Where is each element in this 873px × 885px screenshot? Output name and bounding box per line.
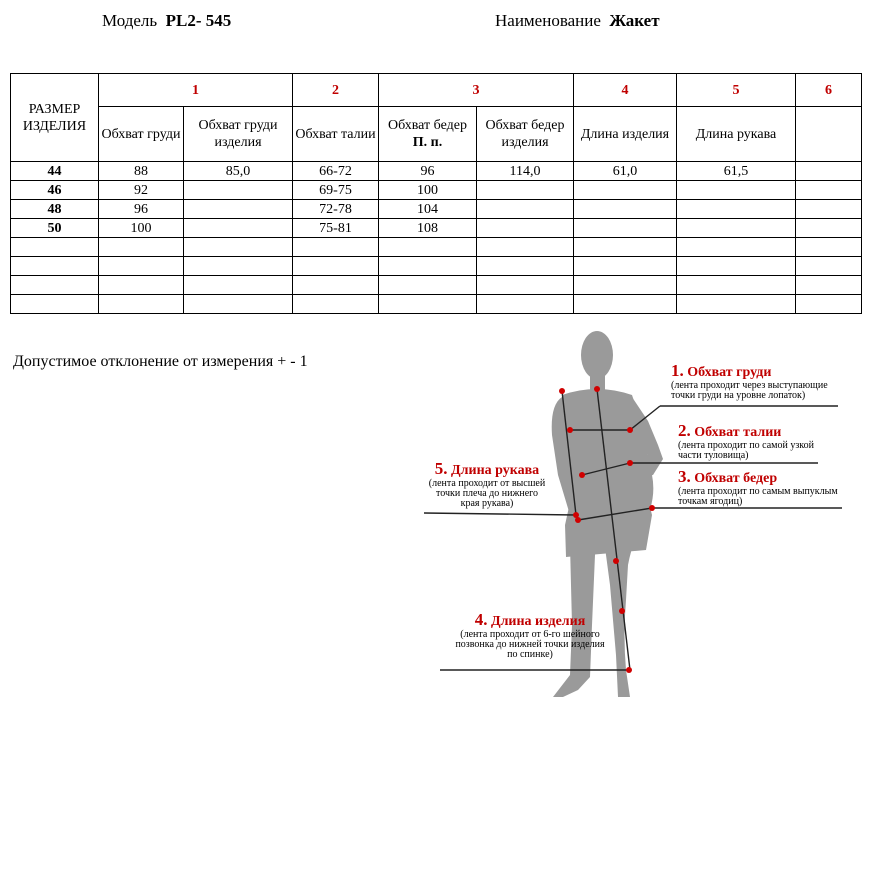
- table-cell: 61,0: [574, 162, 677, 181]
- size-cell: 50: [11, 219, 99, 238]
- table-cell: [379, 295, 477, 314]
- annotation-title: 3. Обхват бедер: [678, 467, 778, 486]
- table-cell: [477, 276, 574, 295]
- table-cell: 72-78: [293, 200, 379, 219]
- table-cell: [379, 257, 477, 276]
- column-header: [379, 107, 477, 162]
- annotation-description: (лента проходит по самой узкой части туловища): [678, 440, 814, 461]
- table-cell: [99, 257, 184, 276]
- table-cell: [574, 257, 677, 276]
- table-cell: [574, 181, 677, 200]
- column-header: Обхват талии: [293, 107, 379, 162]
- table-row: [11, 181, 862, 200]
- table-cell: [677, 295, 796, 314]
- annotation-title: 2. Обхват талии: [678, 421, 782, 440]
- table-cell: [477, 181, 574, 200]
- table-cell: [184, 181, 293, 200]
- table-cell: [477, 295, 574, 314]
- table-cell: [184, 276, 293, 295]
- measurement-point: [613, 558, 619, 564]
- table-cell: [184, 238, 293, 257]
- table-cell: [796, 257, 862, 276]
- table-cell: [574, 219, 677, 238]
- table-cell: [677, 181, 796, 200]
- table-row: [11, 295, 862, 314]
- table-cell: [477, 257, 574, 276]
- table-cell: [379, 276, 477, 295]
- table-row: [11, 219, 862, 238]
- table-cell: [99, 295, 184, 314]
- table-cell: 104: [379, 200, 477, 219]
- measurement-point: [627, 427, 633, 433]
- table-cell: [796, 219, 862, 238]
- annotation-title: 1. Обхват груди: [671, 361, 772, 380]
- table-cell: [293, 295, 379, 314]
- table-cell: [477, 200, 574, 219]
- model-header: [102, 11, 231, 31]
- group-header-2: 2: [293, 74, 379, 107]
- table-cell: 75-81: [293, 219, 379, 238]
- item-name-header: [495, 11, 660, 31]
- size-cell: [11, 295, 99, 314]
- table-cell: [677, 200, 796, 219]
- column-header: [796, 107, 862, 162]
- measurement-diagram: [420, 325, 860, 715]
- table-cell: [677, 219, 796, 238]
- sleeve-line: [424, 513, 576, 515]
- size-table: [10, 73, 862, 314]
- table-cell: [293, 257, 379, 276]
- table-cell: [796, 276, 862, 295]
- annotation-chest: [671, 361, 851, 401]
- table-cell: 66-72: [293, 162, 379, 181]
- group-header-1: 1: [99, 74, 293, 107]
- table-cell: 108: [379, 219, 477, 238]
- table-cell: [477, 219, 574, 238]
- group-header-5: 5: [677, 74, 796, 107]
- table-cell: [293, 238, 379, 257]
- group-header-4: 4: [574, 74, 677, 107]
- measurement-point: [559, 388, 565, 394]
- size-cell: [11, 238, 99, 257]
- table-cell: [796, 200, 862, 219]
- table-row: [11, 200, 862, 219]
- table-cell: [184, 200, 293, 219]
- size-cell: [11, 257, 99, 276]
- table-cell: 69-75: [293, 181, 379, 200]
- table-cell: [99, 276, 184, 295]
- table-cell: [796, 295, 862, 314]
- table-cell: [477, 238, 574, 257]
- measurement-point: [579, 472, 585, 478]
- model-value: PL2- 545: [165, 11, 232, 30]
- group-header-3: 3: [379, 74, 574, 107]
- column-header: Обхват груди: [99, 107, 184, 162]
- measurement-point: [567, 427, 573, 433]
- hip-column-label: Обхват бедер П. п.: [388, 118, 467, 150]
- measurement-point: [626, 667, 632, 673]
- table-cell: 92: [99, 181, 184, 200]
- annotation-waist: [678, 421, 838, 461]
- table-cell: [796, 162, 862, 181]
- table-cell: 85,0: [184, 162, 293, 181]
- table-cell: [796, 238, 862, 257]
- table-cell: [293, 276, 379, 295]
- column-header: Длина рукава: [677, 107, 796, 162]
- table-cell: 100: [379, 181, 477, 200]
- table-cell: [99, 238, 184, 257]
- size-cell: 48: [11, 200, 99, 219]
- column-header: Обхват груди изделия: [184, 107, 293, 162]
- measurement-point: [573, 512, 579, 518]
- table-row: [11, 276, 862, 295]
- table-cell: [677, 276, 796, 295]
- table-cell: [574, 295, 677, 314]
- item-name-value: Жакет: [609, 11, 660, 30]
- table-row: [11, 238, 862, 257]
- table-cell: [677, 238, 796, 257]
- table-cell: [379, 238, 477, 257]
- table-cell: [184, 295, 293, 314]
- size-cell: 46: [11, 181, 99, 200]
- table-cell: [677, 257, 796, 276]
- annotation-title: 5. Длина рукава: [434, 459, 540, 478]
- table-cell: [796, 181, 862, 200]
- table-row: [11, 162, 862, 181]
- size-cell: [11, 276, 99, 295]
- annotation-description: (лента проходит по самым выпуклым точкам ягодиц): [678, 486, 838, 507]
- annotation-description: (лента проходит через выступающие точки груди на уровне лопаток): [671, 380, 828, 401]
- size-column-header: РАЗМЕР ИЗДЕЛИЯ: [11, 74, 99, 162]
- model-label: Модель: [102, 11, 158, 30]
- measurement-point: [619, 608, 625, 614]
- table-cell: [574, 238, 677, 257]
- table-cell: 96: [379, 162, 477, 181]
- measurement-point: [649, 505, 655, 511]
- item-name-label: Наименование: [495, 11, 601, 30]
- size-cell: 44: [11, 162, 99, 181]
- table-cell: 114,0: [477, 162, 574, 181]
- table-cell: 61,5: [677, 162, 796, 181]
- table-row: [11, 257, 862, 276]
- table-cell: 88: [99, 162, 184, 181]
- annotation-hips: [678, 467, 856, 507]
- column-header: Длина изделия: [574, 107, 677, 162]
- measurement-point: [627, 460, 633, 466]
- annotation-description: (лента проходит от высшей точки плеча до нижнего края рукава): [428, 478, 546, 509]
- table-cell: [184, 219, 293, 238]
- measurement-point: [594, 386, 600, 392]
- annotation-description: (лента проходит от 6-го шейного позвонка до нижней точки изделия по спинке): [455, 629, 605, 660]
- annotation-title: 4. Длина изделия: [474, 610, 586, 629]
- column-header: Обхват бедер изделия: [477, 107, 574, 162]
- table-cell: [574, 276, 677, 295]
- table-cell: [574, 200, 677, 219]
- table-cell: 96: [99, 200, 184, 219]
- table-cell: [184, 257, 293, 276]
- annotation-sleeve: [428, 459, 546, 509]
- annotation-length: [450, 610, 610, 660]
- table-cell: 100: [99, 219, 184, 238]
- tolerance-note: Допустимое отклонение от измерения + - 1: [13, 353, 308, 370]
- group-header-6: 6: [796, 74, 862, 107]
